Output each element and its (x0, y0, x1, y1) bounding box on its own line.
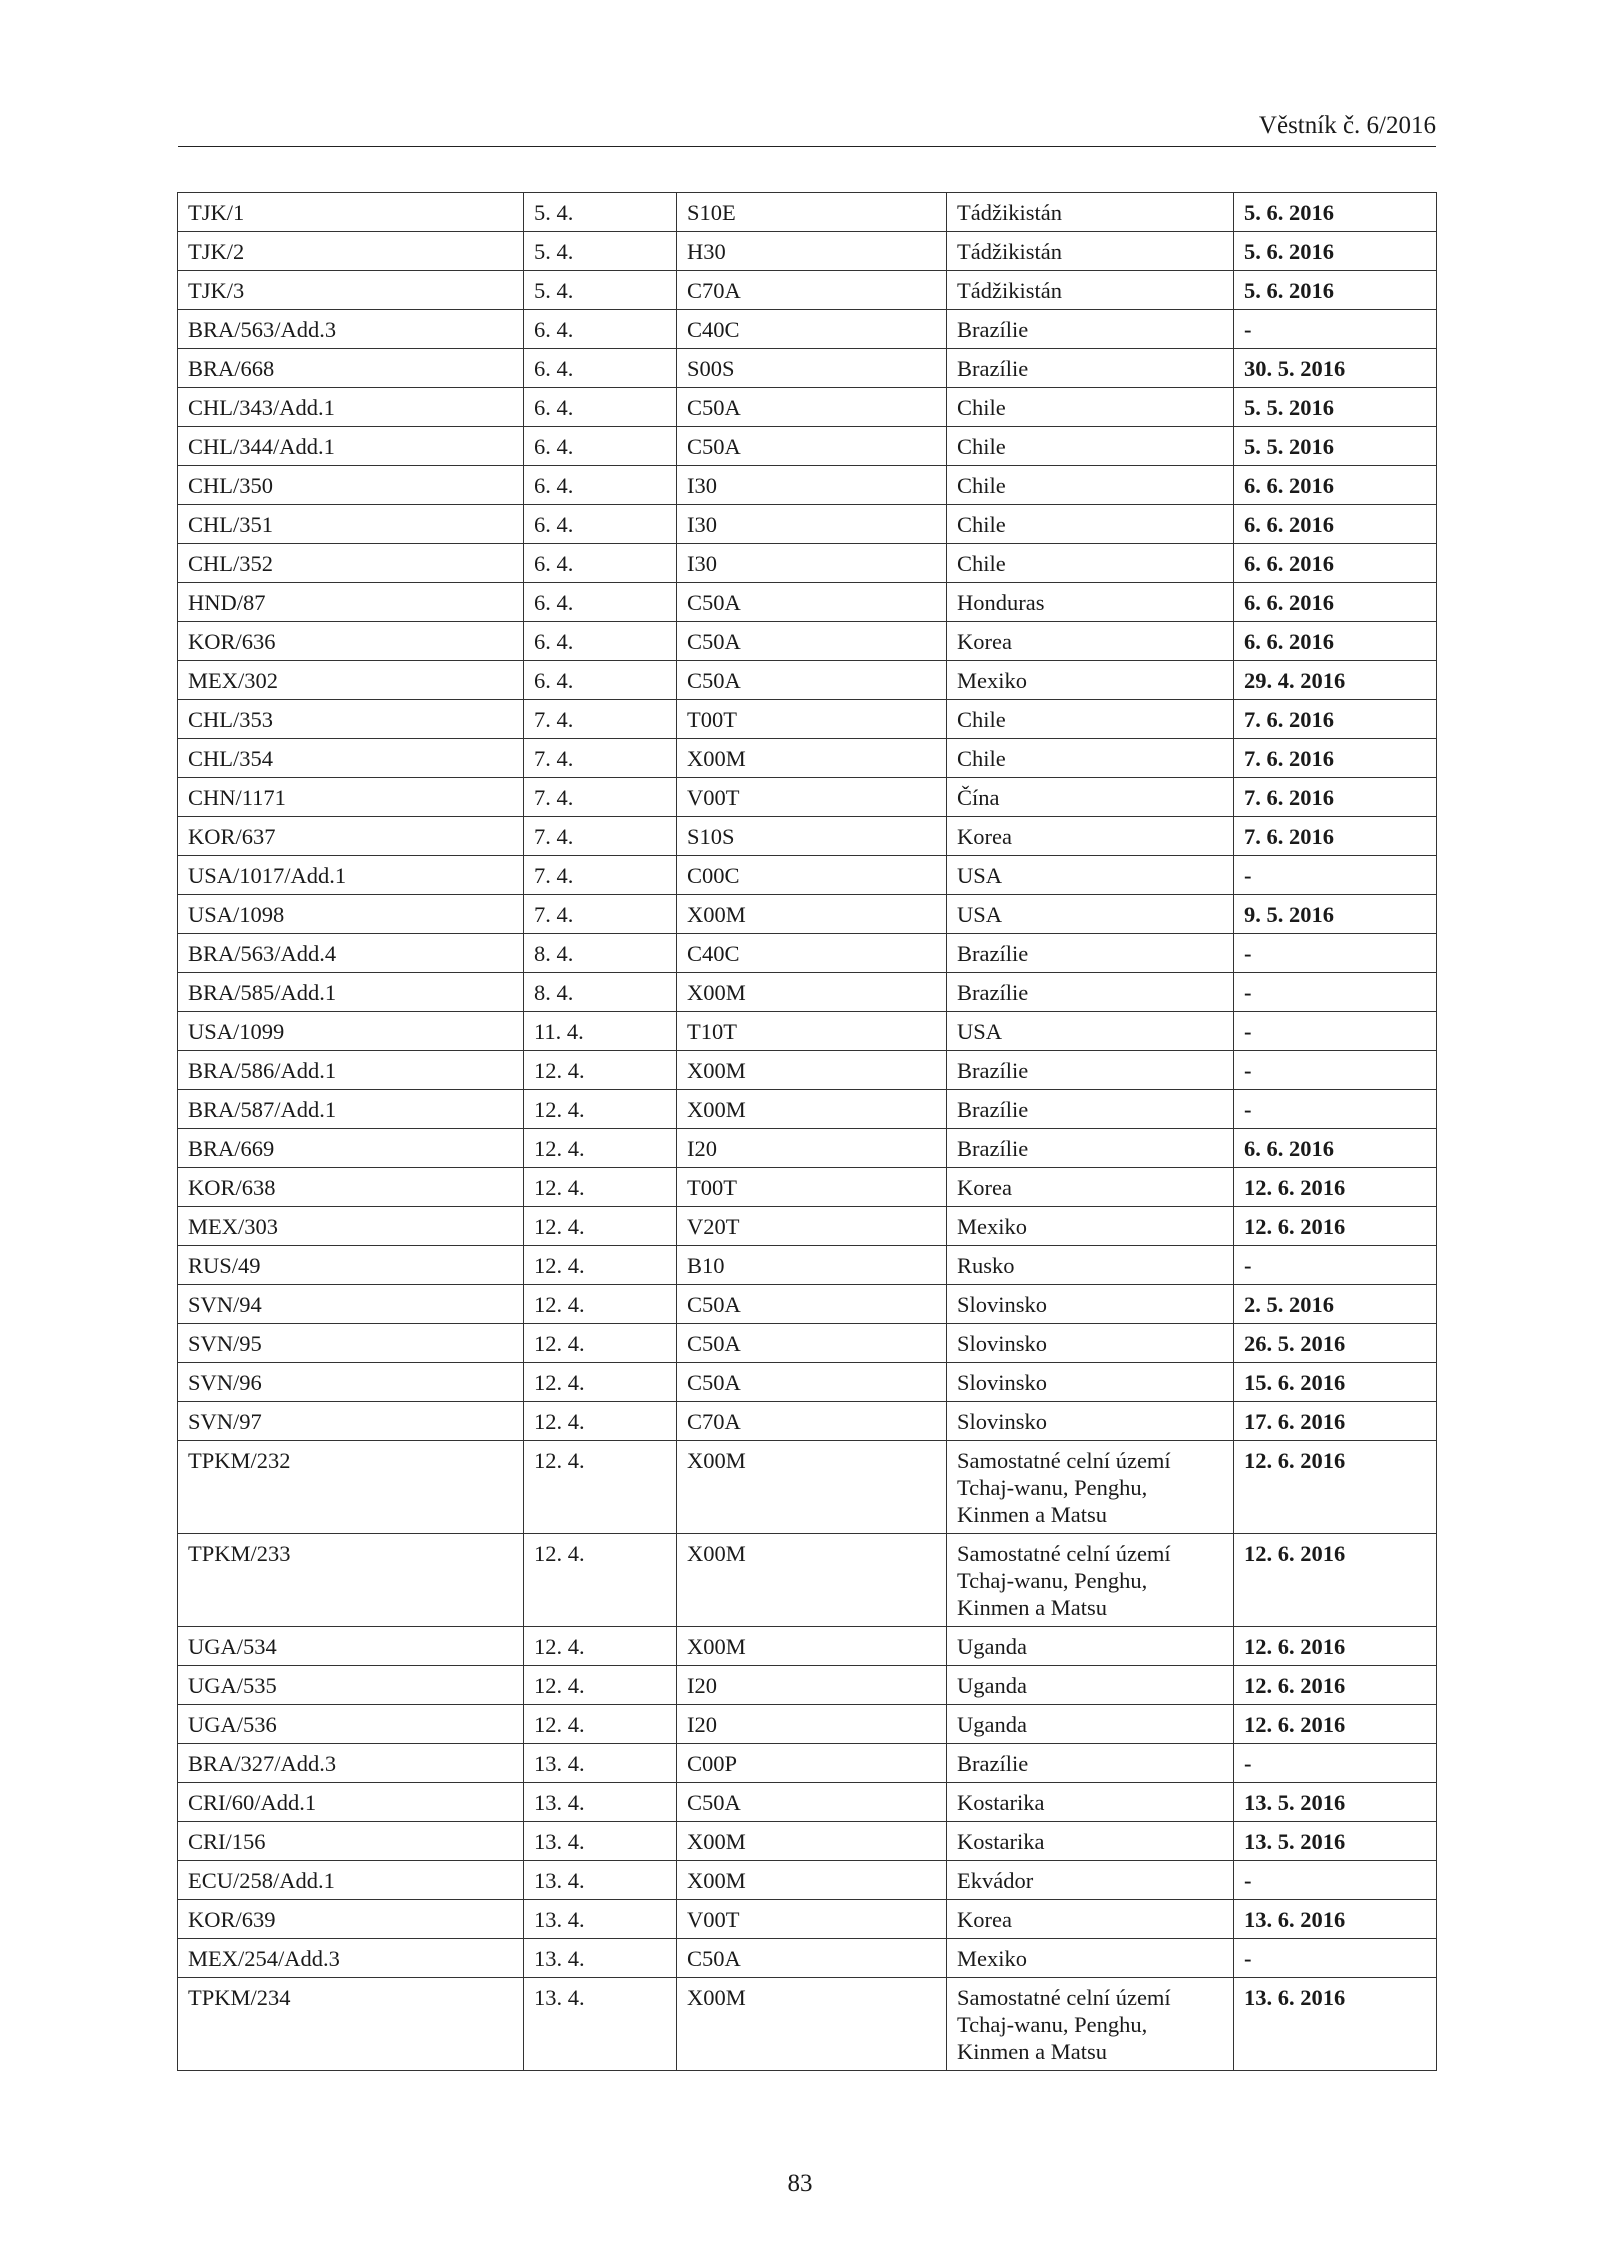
page-header (178, 112, 1436, 147)
deadline-cell: 15. 6. 2016 (1234, 1363, 1437, 1402)
deadline-cell: 13. 6. 2016 (1234, 1900, 1437, 1939)
notification-code-cell: BRA/585/Add.1 (178, 973, 524, 1012)
date-cell: 13. 4. (524, 1900, 677, 1939)
deadline-cell: - (1234, 1939, 1437, 1978)
date-cell: 13. 4. (524, 1861, 677, 1900)
table-row (178, 778, 1437, 817)
notification-code-cell: KOR/637 (178, 817, 524, 856)
ics-code-cell: T00T (677, 1168, 947, 1207)
deadline-cell: 5. 5. 2016 (1234, 388, 1437, 427)
deadline-cell: 12. 6. 2016 (1234, 1207, 1437, 1246)
country-cell: Brazílie (947, 1129, 1234, 1168)
country-cell: Samostatné celní území Tchaj-wanu, Penghu, Kinmen a Matsu (947, 1534, 1234, 1627)
ics-code-cell: X00M (677, 1090, 947, 1129)
deadline-cell: 7. 6. 2016 (1234, 739, 1437, 778)
table-row (178, 193, 1437, 232)
deadline-cell: 12. 6. 2016 (1234, 1168, 1437, 1207)
table-body (178, 193, 1437, 2071)
date-cell: 12. 4. (524, 1666, 677, 1705)
notification-code-cell: KOR/638 (178, 1168, 524, 1207)
table-row (178, 1402, 1437, 1441)
deadline-cell: 13. 5. 2016 (1234, 1783, 1437, 1822)
table-row (178, 388, 1437, 427)
country-cell: Brazílie (947, 973, 1234, 1012)
date-cell: 6. 4. (524, 622, 677, 661)
date-cell: 8. 4. (524, 973, 677, 1012)
table-row (178, 505, 1437, 544)
deadline-cell: 5. 6. 2016 (1234, 193, 1437, 232)
table-row (178, 1090, 1437, 1129)
country-cell: Korea (947, 622, 1234, 661)
notification-code-cell: UGA/536 (178, 1705, 524, 1744)
deadline-cell: 29. 4. 2016 (1234, 661, 1437, 700)
deadline-cell: 5. 6. 2016 (1234, 232, 1437, 271)
country-cell: Rusko (947, 1246, 1234, 1285)
deadline-cell: 6. 6. 2016 (1234, 622, 1437, 661)
notification-code-cell: CHL/350 (178, 466, 524, 505)
notification-code-cell: SVN/94 (178, 1285, 524, 1324)
notification-code-cell: BRA/668 (178, 349, 524, 388)
country-cell: Honduras (947, 583, 1234, 622)
country-cell: Slovinsko (947, 1285, 1234, 1324)
ics-code-cell: C50A (677, 427, 947, 466)
table-row (178, 310, 1437, 349)
table-row (178, 544, 1437, 583)
deadline-cell: 6. 6. 2016 (1234, 583, 1437, 622)
country-cell: Slovinsko (947, 1402, 1234, 1441)
notification-code-cell: CHN/1171 (178, 778, 524, 817)
country-cell: Samostatné celní území Tchaj-wanu, Penghu, Kinmen a Matsu (947, 1978, 1234, 2071)
notification-code-cell: CRI/156 (178, 1822, 524, 1861)
notification-code-cell: BRA/587/Add.1 (178, 1090, 524, 1129)
table-row (178, 349, 1437, 388)
notification-code-cell: MEX/254/Add.3 (178, 1939, 524, 1978)
ics-code-cell: X00M (677, 739, 947, 778)
table-row (178, 1324, 1437, 1363)
date-cell: 13. 4. (524, 1822, 677, 1861)
table-row (178, 1939, 1437, 1978)
ics-code-cell: X00M (677, 895, 947, 934)
date-cell: 7. 4. (524, 817, 677, 856)
country-cell: Brazílie (947, 1744, 1234, 1783)
deadline-cell: 5. 6. 2016 (1234, 271, 1437, 310)
table-row (178, 1168, 1437, 1207)
deadline-cell: 7. 6. 2016 (1234, 817, 1437, 856)
ics-code-cell: C00P (677, 1744, 947, 1783)
bulletin-title: Věstník č. 6/2016 (1258, 112, 1436, 139)
notification-code-cell: MEX/302 (178, 661, 524, 700)
date-cell: 6. 4. (524, 310, 677, 349)
date-cell: 12. 4. (524, 1285, 677, 1324)
notification-code-cell: KOR/639 (178, 1900, 524, 1939)
ics-code-cell: H30 (677, 232, 947, 271)
ics-code-cell: C50A (677, 1285, 947, 1324)
ics-code-cell: I20 (677, 1705, 947, 1744)
deadline-cell: - (1234, 856, 1437, 895)
country-cell: Čína (947, 778, 1234, 817)
table-row (178, 1900, 1437, 1939)
table-row (178, 1285, 1437, 1324)
ics-code-cell: T00T (677, 700, 947, 739)
country-cell: Brazílie (947, 349, 1234, 388)
table-row (178, 427, 1437, 466)
table-row (178, 1441, 1437, 1534)
country-cell: Ekvádor (947, 1861, 1234, 1900)
notification-code-cell: MEX/303 (178, 1207, 524, 1246)
date-cell: 12. 4. (524, 1441, 677, 1534)
deadline-cell: 12. 6. 2016 (1234, 1441, 1437, 1534)
country-cell: Chile (947, 388, 1234, 427)
notification-code-cell: BRA/669 (178, 1129, 524, 1168)
country-cell: Chile (947, 427, 1234, 466)
ics-code-cell: X00M (677, 1441, 947, 1534)
country-cell: Brazílie (947, 934, 1234, 973)
notification-code-cell: TJK/2 (178, 232, 524, 271)
date-cell: 13. 4. (524, 1978, 677, 2071)
country-cell: Tádžikistán (947, 193, 1234, 232)
page-number: 83 (787, 2170, 813, 2197)
deadline-cell: 7. 6. 2016 (1234, 700, 1437, 739)
date-cell: 12. 4. (524, 1129, 677, 1168)
table-row (178, 973, 1437, 1012)
deadline-cell: - (1234, 934, 1437, 973)
date-cell: 5. 4. (524, 232, 677, 271)
notification-code-cell: KOR/636 (178, 622, 524, 661)
ics-code-cell: V00T (677, 778, 947, 817)
deadline-cell: 6. 6. 2016 (1234, 505, 1437, 544)
deadline-cell: 26. 5. 2016 (1234, 1324, 1437, 1363)
table-row (178, 583, 1437, 622)
ics-code-cell: I30 (677, 466, 947, 505)
table-row (178, 856, 1437, 895)
ics-code-cell: X00M (677, 1822, 947, 1861)
date-cell: 5. 4. (524, 193, 677, 232)
ics-code-cell: C70A (677, 271, 947, 310)
date-cell: 7. 4. (524, 700, 677, 739)
table-row (178, 1363, 1437, 1402)
date-cell: 7. 4. (524, 778, 677, 817)
date-cell: 8. 4. (524, 934, 677, 973)
ics-code-cell: X00M (677, 1534, 947, 1627)
table-row (178, 466, 1437, 505)
country-cell: Mexiko (947, 661, 1234, 700)
deadline-cell: 6. 6. 2016 (1234, 1129, 1437, 1168)
notification-code-cell: HND/87 (178, 583, 524, 622)
table-row (178, 1861, 1437, 1900)
notification-code-cell: TPKM/234 (178, 1978, 524, 2071)
notification-code-cell: TJK/1 (178, 193, 524, 232)
date-cell: 12. 4. (524, 1324, 677, 1363)
deadline-cell: 5. 5. 2016 (1234, 427, 1437, 466)
deadline-cell: 12. 6. 2016 (1234, 1534, 1437, 1627)
notifications-table (177, 192, 1437, 2071)
country-cell: Korea (947, 817, 1234, 856)
country-cell: Uganda (947, 1627, 1234, 1666)
ics-code-cell: S10E (677, 193, 947, 232)
ics-code-cell: X00M (677, 973, 947, 1012)
table-row (178, 661, 1437, 700)
deadline-cell: - (1234, 973, 1437, 1012)
country-cell: Slovinsko (947, 1363, 1234, 1402)
notification-code-cell: CHL/343/Add.1 (178, 388, 524, 427)
deadline-cell: 12. 6. 2016 (1234, 1666, 1437, 1705)
table-row (178, 895, 1437, 934)
table-row (178, 1978, 1437, 2071)
deadline-cell: 12. 6. 2016 (1234, 1705, 1437, 1744)
country-cell: Chile (947, 544, 1234, 583)
deadline-cell: - (1234, 310, 1437, 349)
country-cell: Tádžikistán (947, 232, 1234, 271)
notification-code-cell: USA/1098 (178, 895, 524, 934)
table-row (178, 700, 1437, 739)
notification-code-cell: SVN/96 (178, 1363, 524, 1402)
table-row (178, 1627, 1437, 1666)
table-row (178, 739, 1437, 778)
ics-code-cell: X00M (677, 1861, 947, 1900)
table-row (178, 232, 1437, 271)
ics-code-cell: C50A (677, 583, 947, 622)
notification-code-cell: CHL/344/Add.1 (178, 427, 524, 466)
country-cell: Tádžikistán (947, 271, 1234, 310)
country-cell: Uganda (947, 1705, 1234, 1744)
notification-code-cell: CHL/353 (178, 700, 524, 739)
ics-code-cell: C40C (677, 310, 947, 349)
country-cell: Chile (947, 505, 1234, 544)
date-cell: 12. 4. (524, 1207, 677, 1246)
date-cell: 13. 4. (524, 1939, 677, 1978)
ics-code-cell: X00M (677, 1978, 947, 2071)
date-cell: 12. 4. (524, 1627, 677, 1666)
country-cell: USA (947, 895, 1234, 934)
deadline-cell: - (1234, 1090, 1437, 1129)
ics-code-cell: C50A (677, 1324, 947, 1363)
notification-code-cell: TPKM/232 (178, 1441, 524, 1534)
country-cell: Brazílie (947, 1051, 1234, 1090)
ics-code-cell: T10T (677, 1012, 947, 1051)
notification-code-cell: CRI/60/Add.1 (178, 1783, 524, 1822)
deadline-cell: 13. 5. 2016 (1234, 1822, 1437, 1861)
ics-code-cell: C00C (677, 856, 947, 895)
deadline-cell: 13. 6. 2016 (1234, 1978, 1437, 2071)
date-cell: 6. 4. (524, 661, 677, 700)
notification-code-cell: UGA/534 (178, 1627, 524, 1666)
date-cell: 6. 4. (524, 583, 677, 622)
deadline-cell: - (1234, 1012, 1437, 1051)
table-row (178, 1534, 1437, 1627)
country-cell: Chile (947, 739, 1234, 778)
table-row (178, 1207, 1437, 1246)
date-cell: 12. 4. (524, 1705, 677, 1744)
notification-code-cell: USA/1099 (178, 1012, 524, 1051)
country-cell: Mexiko (947, 1939, 1234, 1978)
country-cell: Chile (947, 466, 1234, 505)
ics-code-cell: C50A (677, 1939, 947, 1978)
table-row (178, 1051, 1437, 1090)
country-cell: Kostarika (947, 1822, 1234, 1861)
deadline-cell: - (1234, 1246, 1437, 1285)
table-row (178, 1744, 1437, 1783)
date-cell: 6. 4. (524, 544, 677, 583)
date-cell: 12. 4. (524, 1402, 677, 1441)
notification-code-cell: BRA/586/Add.1 (178, 1051, 524, 1090)
table-row (178, 1783, 1437, 1822)
date-cell: 13. 4. (524, 1744, 677, 1783)
country-cell: Brazílie (947, 1090, 1234, 1129)
ics-code-cell: X00M (677, 1051, 947, 1090)
country-cell: Chile (947, 700, 1234, 739)
notification-code-cell: SVN/97 (178, 1402, 524, 1441)
table-row (178, 1012, 1437, 1051)
ics-code-cell: I20 (677, 1666, 947, 1705)
ics-code-cell: S10S (677, 817, 947, 856)
date-cell: 6. 4. (524, 505, 677, 544)
notification-code-cell: SVN/95 (178, 1324, 524, 1363)
table-row (178, 1666, 1437, 1705)
ics-code-cell: S00S (677, 349, 947, 388)
ics-code-cell: C40C (677, 934, 947, 973)
country-cell: Korea (947, 1900, 1234, 1939)
date-cell: 7. 4. (524, 895, 677, 934)
table-row (178, 1129, 1437, 1168)
ics-code-cell: X00M (677, 1627, 947, 1666)
notification-code-cell: ECU/258/Add.1 (178, 1861, 524, 1900)
table-row (178, 934, 1437, 973)
notification-code-cell: CHL/354 (178, 739, 524, 778)
date-cell: 12. 4. (524, 1168, 677, 1207)
date-cell: 7. 4. (524, 856, 677, 895)
notification-code-cell: CHL/352 (178, 544, 524, 583)
ics-code-cell: C50A (677, 388, 947, 427)
notification-code-cell: BRA/563/Add.4 (178, 934, 524, 973)
date-cell: 6. 4. (524, 349, 677, 388)
deadline-cell: 17. 6. 2016 (1234, 1402, 1437, 1441)
table-row (178, 271, 1437, 310)
date-cell: 12. 4. (524, 1534, 677, 1627)
table-row (178, 1705, 1437, 1744)
ics-code-cell: V00T (677, 1900, 947, 1939)
ics-code-cell: I30 (677, 505, 947, 544)
deadline-cell: 12. 6. 2016 (1234, 1627, 1437, 1666)
date-cell: 11. 4. (524, 1012, 677, 1051)
deadline-cell: 9. 5. 2016 (1234, 895, 1437, 934)
ics-code-cell: C50A (677, 1363, 947, 1402)
country-cell: Mexiko (947, 1207, 1234, 1246)
ics-code-cell: I20 (677, 1129, 947, 1168)
notification-code-cell: BRA/327/Add.3 (178, 1744, 524, 1783)
notification-code-cell: UGA/535 (178, 1666, 524, 1705)
notification-code-cell: TJK/3 (178, 271, 524, 310)
deadline-cell: - (1234, 1744, 1437, 1783)
country-cell: Uganda (947, 1666, 1234, 1705)
ics-code-cell: C50A (677, 661, 947, 700)
ics-code-cell: B10 (677, 1246, 947, 1285)
country-cell: Korea (947, 1168, 1234, 1207)
date-cell: 6. 4. (524, 388, 677, 427)
date-cell: 6. 4. (524, 466, 677, 505)
ics-code-cell: C70A (677, 1402, 947, 1441)
deadline-cell: - (1234, 1861, 1437, 1900)
notification-code-cell: BRA/563/Add.3 (178, 310, 524, 349)
deadline-cell: 30. 5. 2016 (1234, 349, 1437, 388)
notification-code-cell: RUS/49 (178, 1246, 524, 1285)
country-cell: Samostatné celní území Tchaj-wanu, Penghu, Kinmen a Matsu (947, 1441, 1234, 1534)
date-cell: 5. 4. (524, 271, 677, 310)
deadline-cell: - (1234, 1051, 1437, 1090)
table-row (178, 622, 1437, 661)
notification-code-cell: USA/1017/Add.1 (178, 856, 524, 895)
date-cell: 7. 4. (524, 739, 677, 778)
country-cell: USA (947, 1012, 1234, 1051)
notification-code-cell: CHL/351 (178, 505, 524, 544)
ics-code-cell: I30 (677, 544, 947, 583)
country-cell: Kostarika (947, 1783, 1234, 1822)
table-row (178, 1822, 1437, 1861)
date-cell: 12. 4. (524, 1051, 677, 1090)
deadline-cell: 2. 5. 2016 (1234, 1285, 1437, 1324)
notification-code-cell: TPKM/233 (178, 1534, 524, 1627)
deadline-cell: 6. 6. 2016 (1234, 544, 1437, 583)
date-cell: 6. 4. (524, 427, 677, 466)
country-cell: Slovinsko (947, 1324, 1234, 1363)
ics-code-cell: C50A (677, 622, 947, 661)
country-cell: Brazílie (947, 310, 1234, 349)
date-cell: 12. 4. (524, 1363, 677, 1402)
date-cell: 12. 4. (524, 1246, 677, 1285)
date-cell: 13. 4. (524, 1783, 677, 1822)
table-row (178, 817, 1437, 856)
deadline-cell: 7. 6. 2016 (1234, 778, 1437, 817)
ics-code-cell: C50A (677, 1783, 947, 1822)
ics-code-cell: V20T (677, 1207, 947, 1246)
table-row (178, 1246, 1437, 1285)
date-cell: 12. 4. (524, 1090, 677, 1129)
deadline-cell: 6. 6. 2016 (1234, 466, 1437, 505)
country-cell: USA (947, 856, 1234, 895)
